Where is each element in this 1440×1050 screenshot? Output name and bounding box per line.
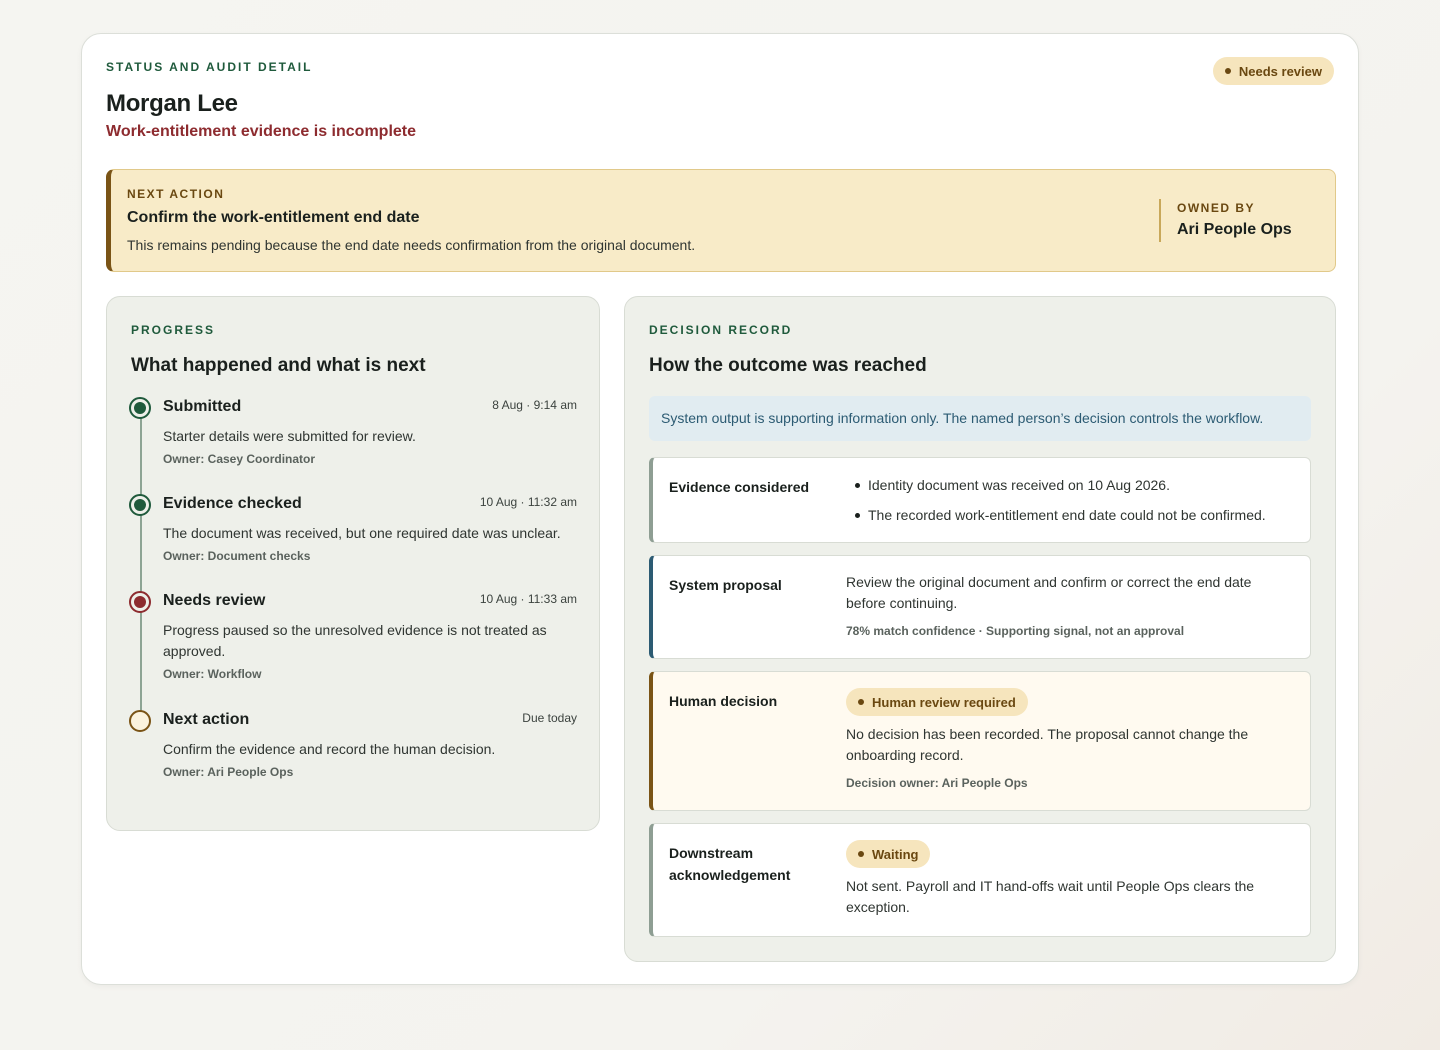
page-title: Morgan Lee	[106, 90, 238, 117]
step-title: Needs review	[163, 592, 266, 609]
step-description: Confirm the evidence and record the human decision.	[163, 741, 496, 757]
decision-eyebrow: DECISION RECORD	[649, 323, 793, 337]
next-action-eyebrow: NEXT ACTION	[127, 187, 225, 201]
owner-label: OWNED BY	[1177, 201, 1255, 215]
next-action-banner	[106, 169, 1336, 272]
issue-summary: Work-entitlement evidence is incomplete	[106, 123, 417, 140]
step-review-icon	[129, 591, 151, 613]
step-title: Submitted	[163, 398, 242, 415]
step-time: 10 Aug · 11:33 am	[479, 592, 577, 606]
decision-record-panel	[624, 296, 1336, 962]
badge-dot-icon	[858, 699, 864, 705]
step-done-icon	[129, 397, 151, 419]
list-item: Identity document was received on 10 Aug 2026.	[850, 475, 1300, 496]
next-action-title: Confirm the work-entitlement end date	[127, 209, 420, 226]
record-label: Evidence considered	[669, 479, 810, 495]
record-evidence-considered	[649, 457, 1311, 543]
record-text: Review the original document and confirm or correct the end date before continuing.	[846, 574, 1252, 611]
next-action-owner	[1159, 199, 1292, 242]
step-description: Progress paused so the unresolved evidence is not treated as approved.	[163, 622, 547, 659]
badge-dot-icon	[858, 851, 864, 857]
badge-label: Human review required	[872, 694, 1016, 710]
record-human-decision	[649, 671, 1311, 811]
record-label: System proposal	[669, 577, 782, 593]
step-owner: Owner: Document checks	[163, 549, 311, 563]
status-dot-icon	[1225, 68, 1231, 74]
record-downstream-acknowledgement	[649, 823, 1311, 937]
step-description: Starter details were submitted for review.	[163, 428, 416, 444]
timeline-line	[140, 409, 142, 721]
waiting-badge	[846, 840, 930, 868]
info-note: System output is supporting information only. The named person’s decision controls the workflow.	[649, 396, 1311, 441]
record-body	[846, 840, 1294, 918]
record-meta: 78% match confidence · Supporting signal, not an approval	[846, 624, 1185, 638]
step-owner: Owner: Casey Coordinator	[163, 452, 316, 466]
progress-panel	[106, 296, 600, 831]
step-owner: Owner: Workflow	[163, 667, 262, 681]
record-system-proposal	[649, 555, 1311, 659]
record-text: Not sent. Payroll and IT hand-offs wait until People Ops clears the exception.	[846, 878, 1255, 915]
record-label: Human decision	[669, 693, 778, 709]
step-description: The document was received, but one required date was unclear.	[163, 525, 561, 541]
step-pending-icon	[129, 710, 151, 732]
next-action-description: This remains pending because the end date needs confirmation from the original document.	[127, 237, 696, 253]
owner-name: Ari People Ops	[1177, 221, 1292, 238]
evidence-list	[850, 475, 1300, 535]
record-body	[846, 688, 1294, 794]
progress-eyebrow: PROGRESS	[131, 323, 216, 337]
step-title: Next action	[163, 711, 250, 728]
step-done-icon	[129, 494, 151, 516]
record-label: Downstream acknowledgement	[669, 845, 791, 883]
status-audit-card	[81, 33, 1359, 985]
step-time: 8 Aug · 9:14 am	[492, 398, 577, 412]
progress-title: What happened and what is next	[131, 355, 426, 376]
decision-title: How the outcome was reached	[649, 355, 927, 376]
human-review-badge	[846, 688, 1028, 716]
step-time: 10 Aug · 11:32 am	[479, 495, 577, 509]
badge-label: Waiting	[872, 846, 919, 862]
step-time: Due today	[522, 711, 577, 725]
status-badge	[1213, 57, 1334, 85]
step-title: Evidence checked	[163, 495, 302, 512]
record-text: No decision has been recorded. The proposal cannot change the onboarding record.	[846, 726, 1249, 763]
record-body	[846, 572, 1294, 642]
section-eyebrow: STATUS AND AUDIT DETAIL	[106, 60, 313, 74]
record-meta: Decision owner: Ari People Ops	[846, 776, 1028, 790]
status-badge-label: Needs review	[1238, 63, 1322, 79]
step-owner: Owner: Ari People Ops	[163, 765, 294, 779]
list-item: The recorded work-entitlement end date could not be confirmed.	[850, 505, 1300, 526]
